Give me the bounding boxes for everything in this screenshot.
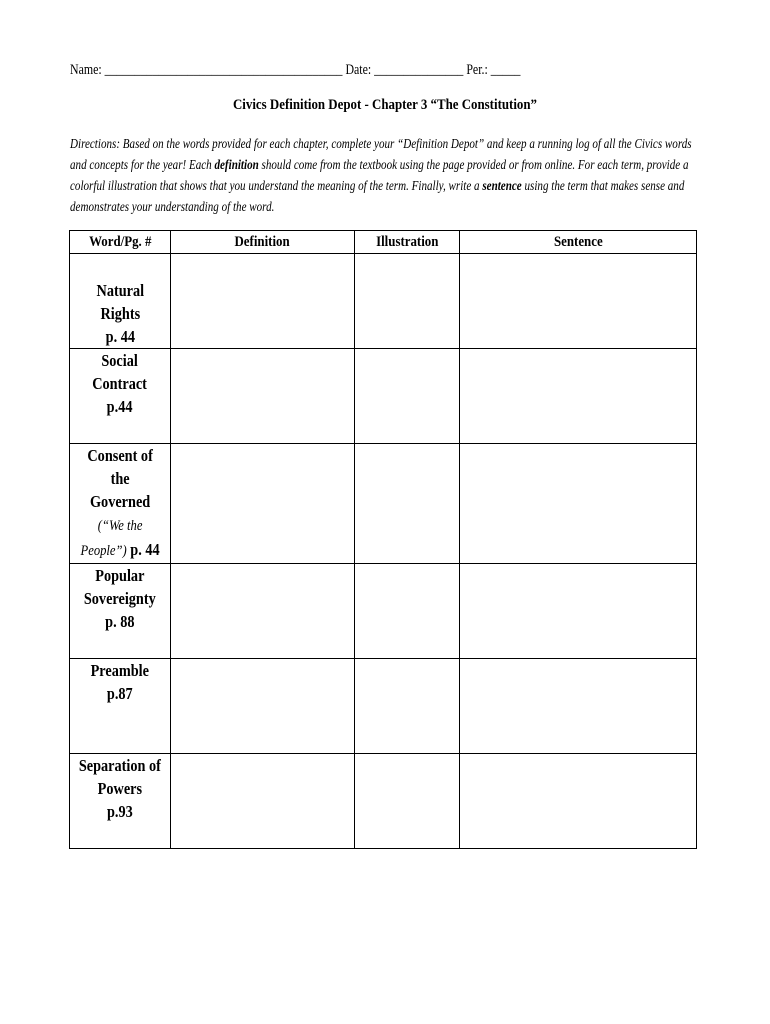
word-page: p. 88	[105, 612, 135, 631]
table-row	[70, 349, 697, 444]
sentence-cell[interactable]	[460, 444, 697, 564]
header-definition	[171, 231, 355, 254]
header-word	[70, 231, 171, 254]
table-row	[70, 754, 697, 849]
word-line: Preamble	[90, 661, 150, 680]
directions-bold-sentence: sentence	[482, 178, 522, 193]
word-page: p. 44	[126, 540, 160, 559]
sentence-cell[interactable]	[460, 254, 697, 349]
sentence-cell[interactable]	[460, 659, 697, 754]
directions-text-1: Directions: Based on the words provided for each chapter, complete your “Definition Depot” and keep a running log of all the Civics words and concepts for the year! Each	[70, 136, 692, 172]
word-page: p. 44	[105, 327, 135, 346]
name-blank[interactable]: ________________________________________	[104, 62, 343, 78]
word-line: Natural	[96, 281, 144, 300]
definition-cell[interactable]	[171, 254, 355, 349]
word-line: Consent of	[87, 446, 153, 465]
page-title: Civics Definition Depot - Chapter 3 “The Constitution”	[232, 97, 537, 113]
illustration-cell[interactable]	[355, 564, 460, 659]
word-cell	[70, 659, 171, 754]
word-page: p.87	[107, 684, 133, 703]
illustration-cell[interactable]	[355, 659, 460, 754]
directions	[70, 133, 693, 217]
period-label: Per.:	[466, 62, 488, 78]
header-sentence-label: Sentence	[553, 233, 603, 250]
definition-cell[interactable]	[171, 564, 355, 659]
definition-table	[69, 230, 697, 849]
word-note: People”)	[80, 543, 127, 559]
illustration-cell[interactable]	[355, 349, 460, 444]
header-sentence	[460, 231, 697, 254]
table-row	[70, 254, 697, 349]
sentence-cell[interactable]	[460, 564, 697, 659]
definition-cell[interactable]	[171, 754, 355, 849]
word-line: Sovereignty	[84, 589, 156, 608]
word-page: p.93	[107, 802, 133, 821]
table-header-row	[70, 231, 697, 254]
table-row	[70, 659, 697, 754]
word-line: Social	[101, 351, 139, 370]
illustration-cell[interactable]	[355, 254, 460, 349]
date-label: Date:	[345, 62, 372, 78]
sentence-cell[interactable]	[460, 349, 697, 444]
word-cell	[70, 254, 171, 349]
directions-text-3: using the term that makes sense and demonstrates your understanding of the word.	[70, 178, 685, 214]
period-blank[interactable]: _____	[490, 62, 521, 78]
date-blank[interactable]: _______________	[374, 62, 464, 78]
table-row	[70, 564, 697, 659]
word-line: Rights	[100, 304, 140, 323]
word-note: (“We the	[97, 518, 143, 534]
word-cell	[70, 564, 171, 659]
word-cell	[70, 444, 171, 564]
directions-text-2: should come from the textbook using the page provided or from online. For each term, provide a colorful illustration that shows that you understand the meaning of the term. Finally, write a	[70, 157, 689, 193]
word-line: Separation of	[78, 756, 162, 775]
word-line: Powers	[97, 779, 143, 798]
header-illustration-label: Illustration	[375, 233, 439, 250]
table-row	[70, 444, 697, 564]
name-label: Name:	[70, 62, 102, 78]
word-cell	[70, 349, 171, 444]
header-fields	[70, 62, 520, 79]
sentence-cell[interactable]	[460, 754, 697, 849]
definition-cell[interactable]	[171, 444, 355, 564]
illustration-cell[interactable]	[355, 754, 460, 849]
definition-cell[interactable]	[171, 659, 355, 754]
word-cell	[70, 754, 171, 849]
illustration-cell[interactable]	[355, 444, 460, 564]
definition-cell[interactable]	[171, 349, 355, 444]
word-line: Popular	[95, 566, 145, 585]
header-definition-label: Definition	[234, 233, 291, 250]
word-line: Governed	[89, 492, 151, 511]
header-word-label: Word/Pg. #	[88, 233, 152, 250]
word-line: Contract	[92, 374, 148, 393]
word-page: p.44	[107, 397, 133, 416]
word-line: the	[110, 469, 130, 488]
directions-bold-definition: definition	[214, 157, 259, 172]
header-illustration	[355, 231, 460, 254]
